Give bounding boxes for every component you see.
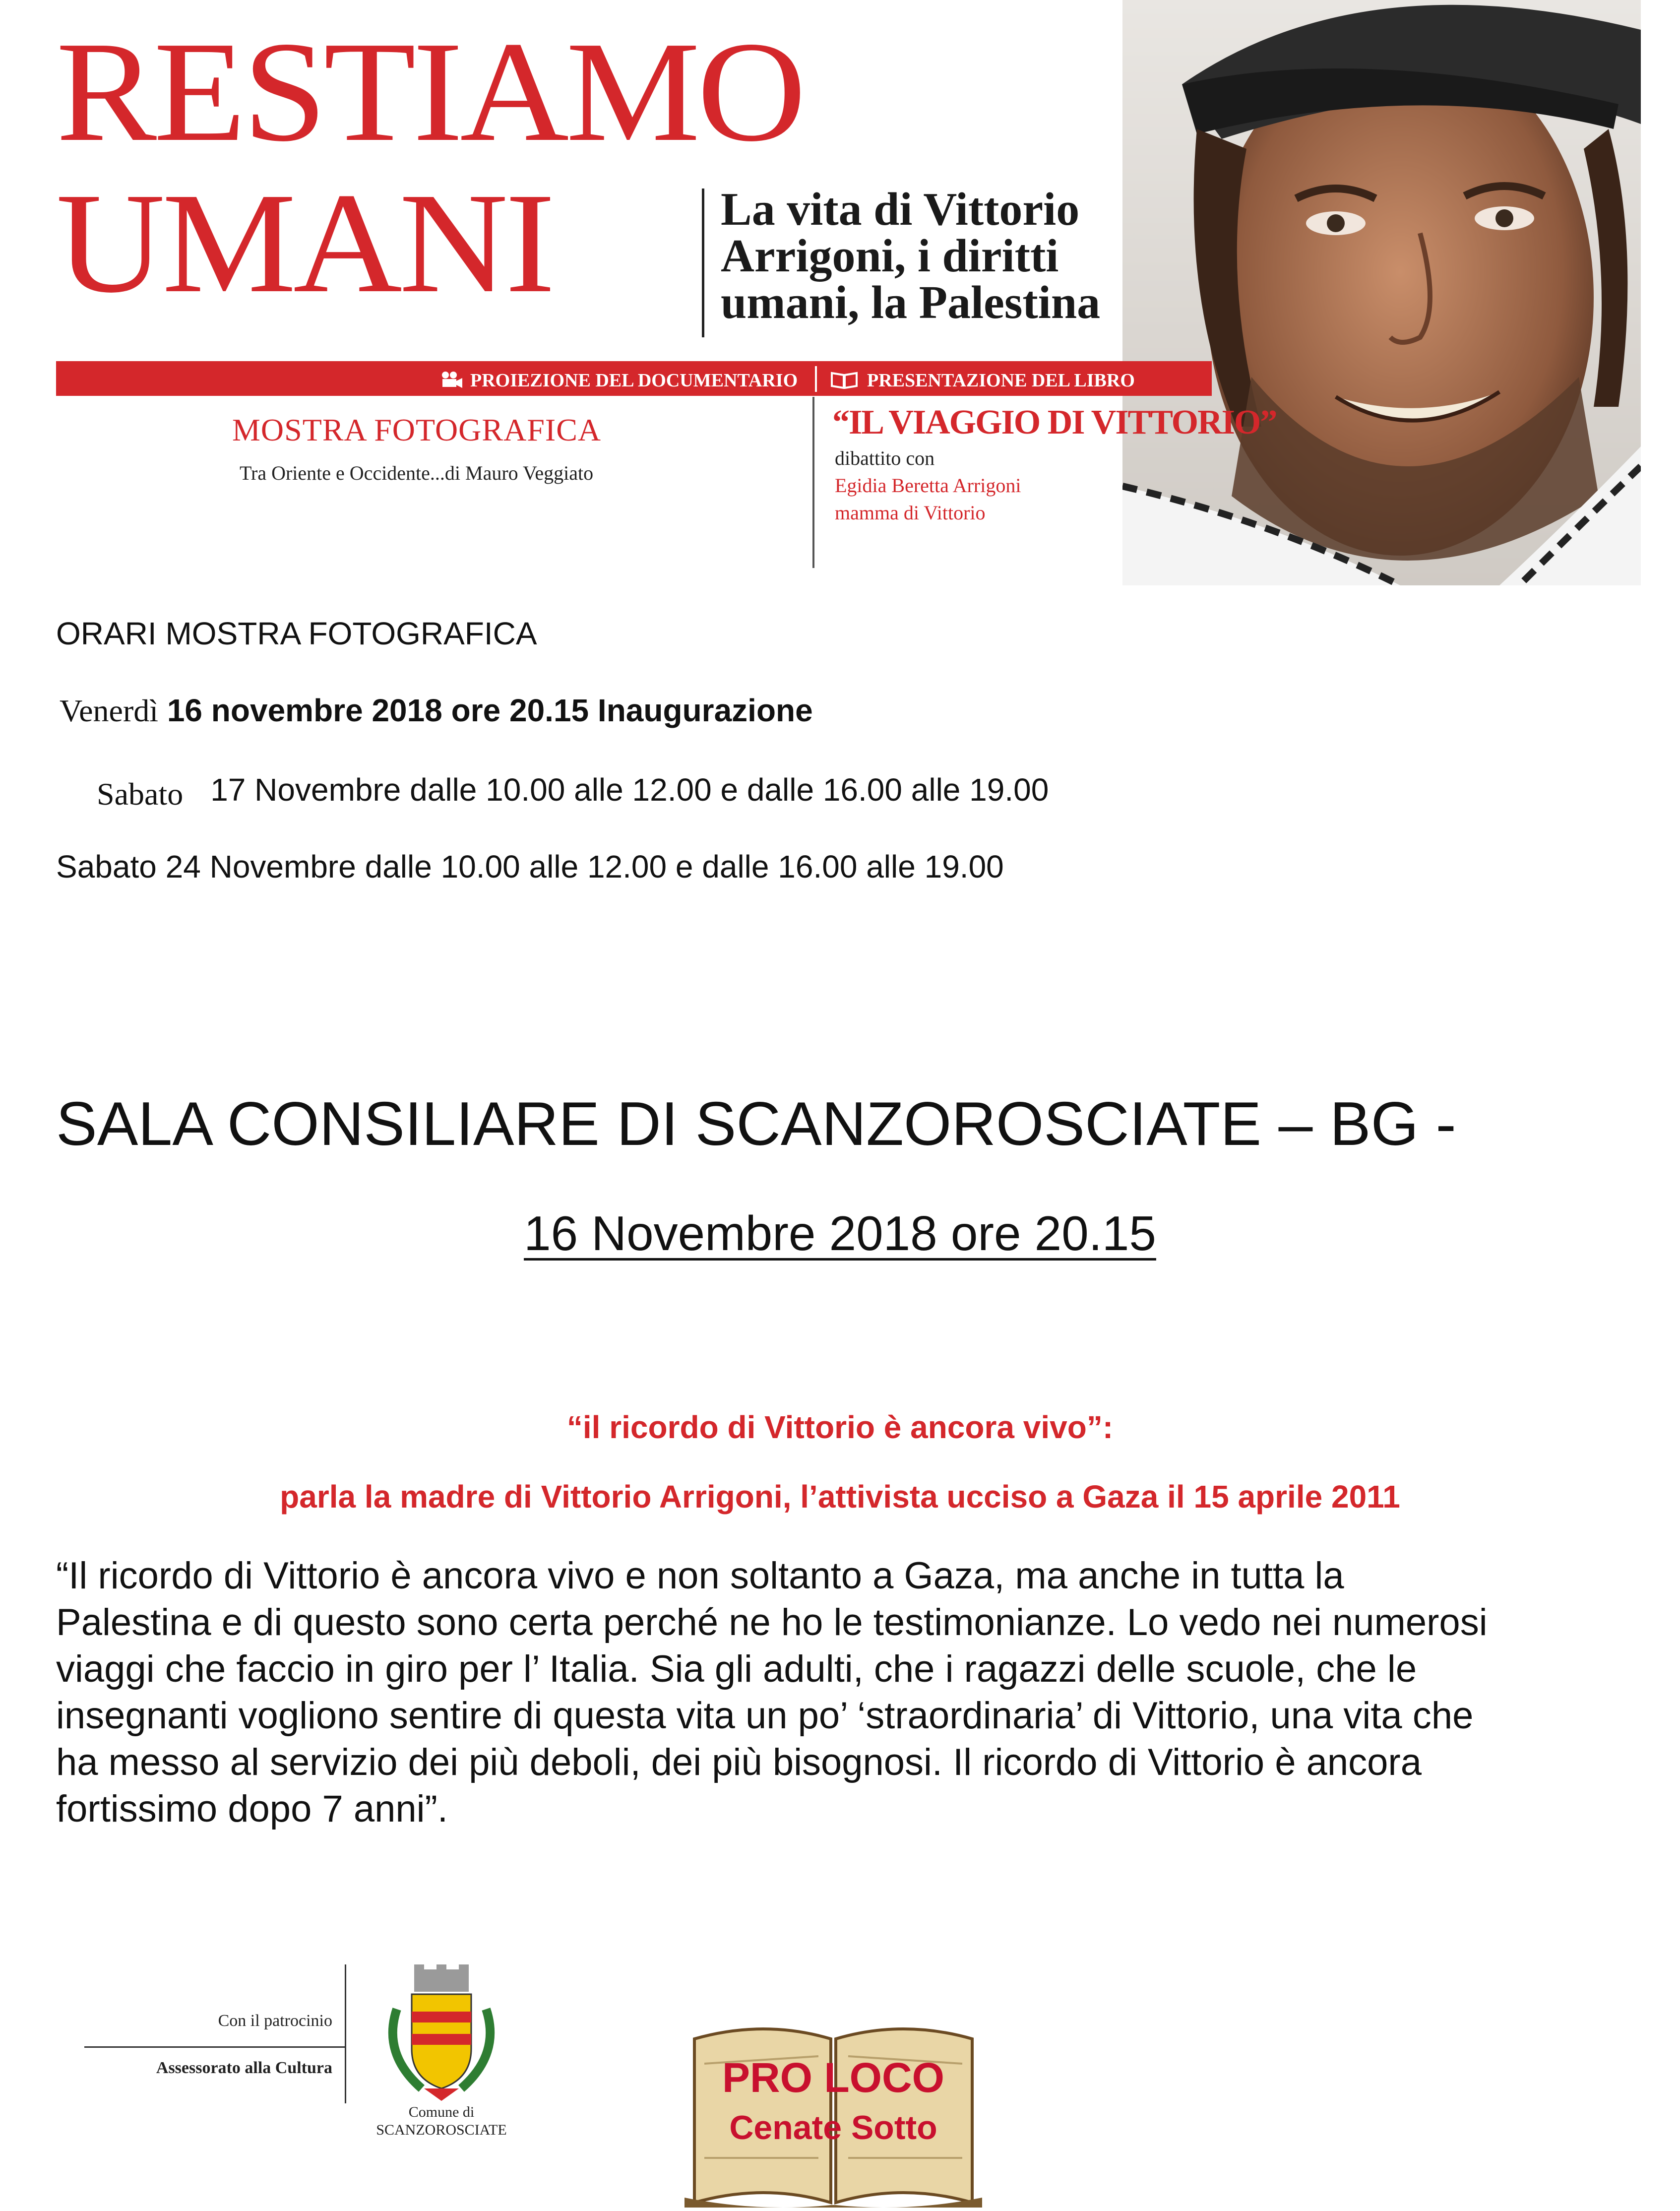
dibattito-label: dibattito con [835,447,935,469]
quote-body: “Il ricordo di Vittorio è ancora vivo e non soltanto a Gaza, ma anche in tutta la Palestina e di questo sono certa perché ne ho le testimonianze. Lo vedo nei numerosi viaggi che faccio in giro per l’ Italia. Sia gli adulti, che i ragazzi delle scuole, che le insegnanti vogliono sentire di questa vita un po’ ‘straordinaria’ di Vittorio, una vita che ha messo al servizio dei più deboli, dei più bisognosi. Il ricordo di Vittorio è ancora fortissimo dopo 7 anni”. [56,1555,1488,1830]
coat-of-arms-icon [367,1964,516,2103]
subtitle-line: umani, la Palestina [721,277,1101,328]
schedule-text: 17 Novembre dalle 10.00 alle 12.00 e dalle 16.00 alle 19.00 [210,772,1049,808]
film-camera-icon [440,371,462,388]
comune-line: Comune di [408,2104,475,2120]
comune-label [342,2103,541,2139]
title-umani: UMANI [56,163,553,322]
book-icon [831,371,858,389]
assessorato-label: Assessorato alla Cultura [156,2059,332,2077]
proloco-title: PRO LOCO [722,2054,944,2101]
schedule-row [97,771,1049,812]
venue-date: 16 Novembre 2018 ore 20.15 [524,1206,1156,1261]
schedule-row [56,848,1004,885]
patrocinio-rule [84,2046,345,2048]
schedule-heading: ORARI MOSTRA FOTOGRAFICA [56,616,537,651]
proloco-logo [684,2009,982,2208]
comune-line: SCANZOROSCIATE [376,2122,507,2138]
mostra-subtitle: Tra Oriente e Occidente...di Mauro Veggiato [240,462,594,484]
patrocinio-divider [345,1964,346,2103]
banner-subtitle [721,186,1100,326]
mostra-title: MOSTRA FOTOGRAFICA [232,412,602,447]
quote-subtitle: parla la madre di Vittorio Arrigoni, l’attivista ucciso a Gaza il 15 aprile 2011 [280,1479,1400,1515]
schedule-row [60,692,813,729]
portrait-photo [1122,0,1641,585]
subtitle-line: La vita di Vittorio [721,184,1080,235]
proloco-town: Cenate Sotto [729,2109,937,2147]
quote-title: “il ricordo di Vittorio è ancora vivo”: [566,1409,1114,1445]
schedule-day: Venerdì [60,693,159,728]
libro-title: “IL VIAGGIO DI VITTORIO” [832,403,1277,442]
patrocinio-label: Con il patrocinio [218,2012,332,2030]
dibattito-speaker: Egidia Beretta Arrigoni [835,474,1021,497]
title-restiamo: RESTIAMO [56,12,804,171]
band-separator [815,366,817,392]
venue-name: SALA CONSILIARE DI SCANZOROSCIATE – BG - [56,1090,1456,1158]
dibattito-role: mamma di Vittorio [835,502,986,524]
subtitle-line: Arrigoni, i diritti [721,230,1059,282]
title-divider [702,189,704,337]
schedule-text: 16 novembre 2018 ore 20.15 Inaugurazione [167,693,813,728]
event-banner [56,0,1641,585]
patrocinio-block [84,1964,347,2103]
schedule-day: Sabato [97,776,184,812]
schedule-text: Sabato 24 Novembre dalle 10.00 alle 12.00 e dalle 16.00 alle 19.00 [56,849,1004,884]
banner-vertical-divider [812,397,814,568]
band-libro: PRESENTAZIONE DEL LIBRO [867,370,1135,391]
band-documentario: PROIEZIONE DEL DOCUMENTARIO [470,370,798,391]
